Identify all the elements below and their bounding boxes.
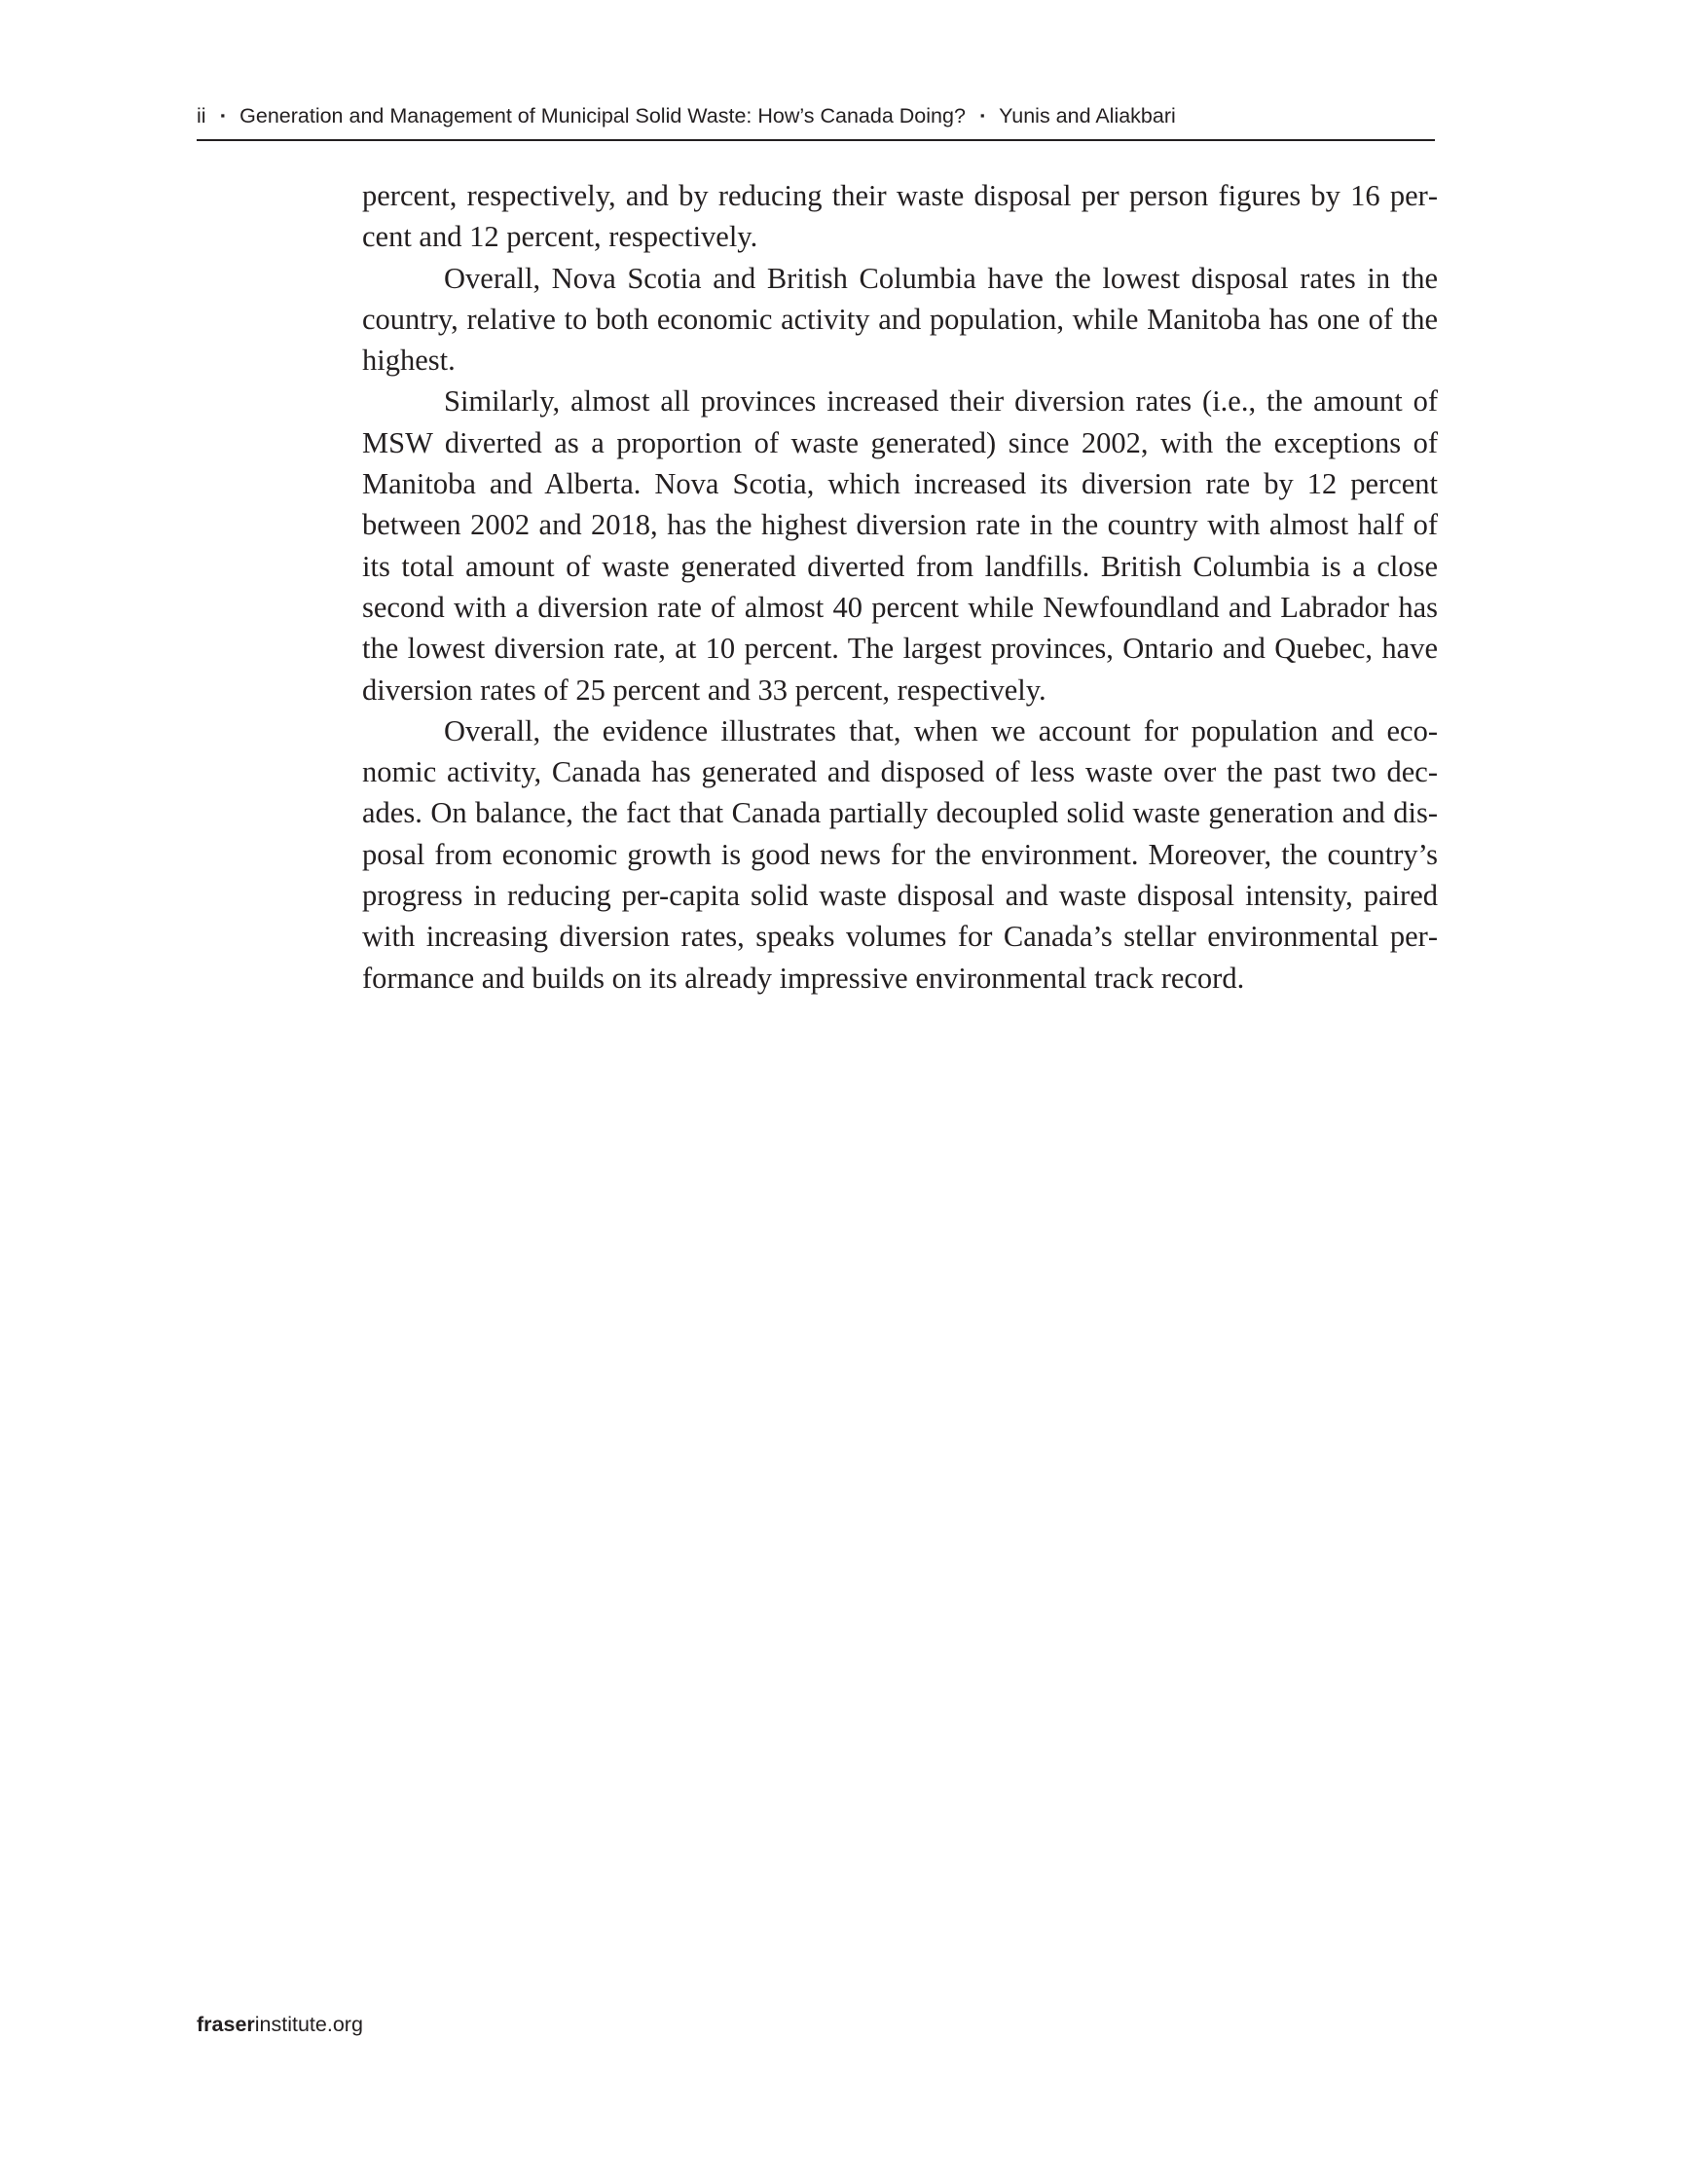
header-separator-bullet: ▪ [979, 108, 985, 123]
footer-site-rest: institute.org [254, 2013, 363, 2036]
footer-website [197, 2010, 363, 2039]
report-authors: Yunis and Aliakbari [999, 104, 1176, 127]
paragraph-continuation: percent, respectively, and by reducing their waste disposal per person figures by 16 percent and 12 percent, respectively. [362, 179, 1438, 254]
paragraph-conclusion: Overall, the evidence illustrates that, when we account for population and economic activity, Canada has generated and disposed of less waste over the past two decades. On balance, the fact that Canada partially decoupled solid waste generation and disposal from economic growth is good news for the environment. Moreover, the country’s progress in reducing per-capita solid waste disposal and waste disposal intensity, paired with increasing diversion rates, speaks volumes for Canada’s stellar environmental performance and builds on its already impressive environmental track record. [362, 713, 1438, 995]
report-title: Generation and Management of Municipal Solid Waste: How’s Canada Doing? [239, 104, 966, 127]
paragraph-disposal-rates: Overall, Nova Scotia and British Columbia have the lowest disposal rates in the country, relative to both economic activity and population, while Manitoba has one of the highest. [362, 261, 1438, 378]
footer-site-bold: fraser [197, 2013, 255, 2036]
body-text [362, 175, 1438, 999]
header-separator-bullet: ▪ [220, 108, 226, 123]
running-header [197, 100, 1435, 141]
page-number: ii [197, 104, 206, 127]
paragraph-diversion-rates: Similarly, almost all provinces increased their diversion rates (i.e., the amount of MSW diverted as a proportion of waste generated) since 2002, with the exceptions of Manitoba and Alberta. Nova Scotia, which increased its diversion rate by 12 percent between 2002 and 2018, has the highest diversion rate in the country with almost half of its total amount of waste generated diverted from landfills. British Columbia is a close second with a diversion rate of almost 40 percent while Newfoundland and Labrador has the lowest diversion rate, at 10 percent. The largest provinces, Ontario and Quebec, have diversion rates of 25 percent and 33 percent, respectively. [362, 384, 1438, 707]
